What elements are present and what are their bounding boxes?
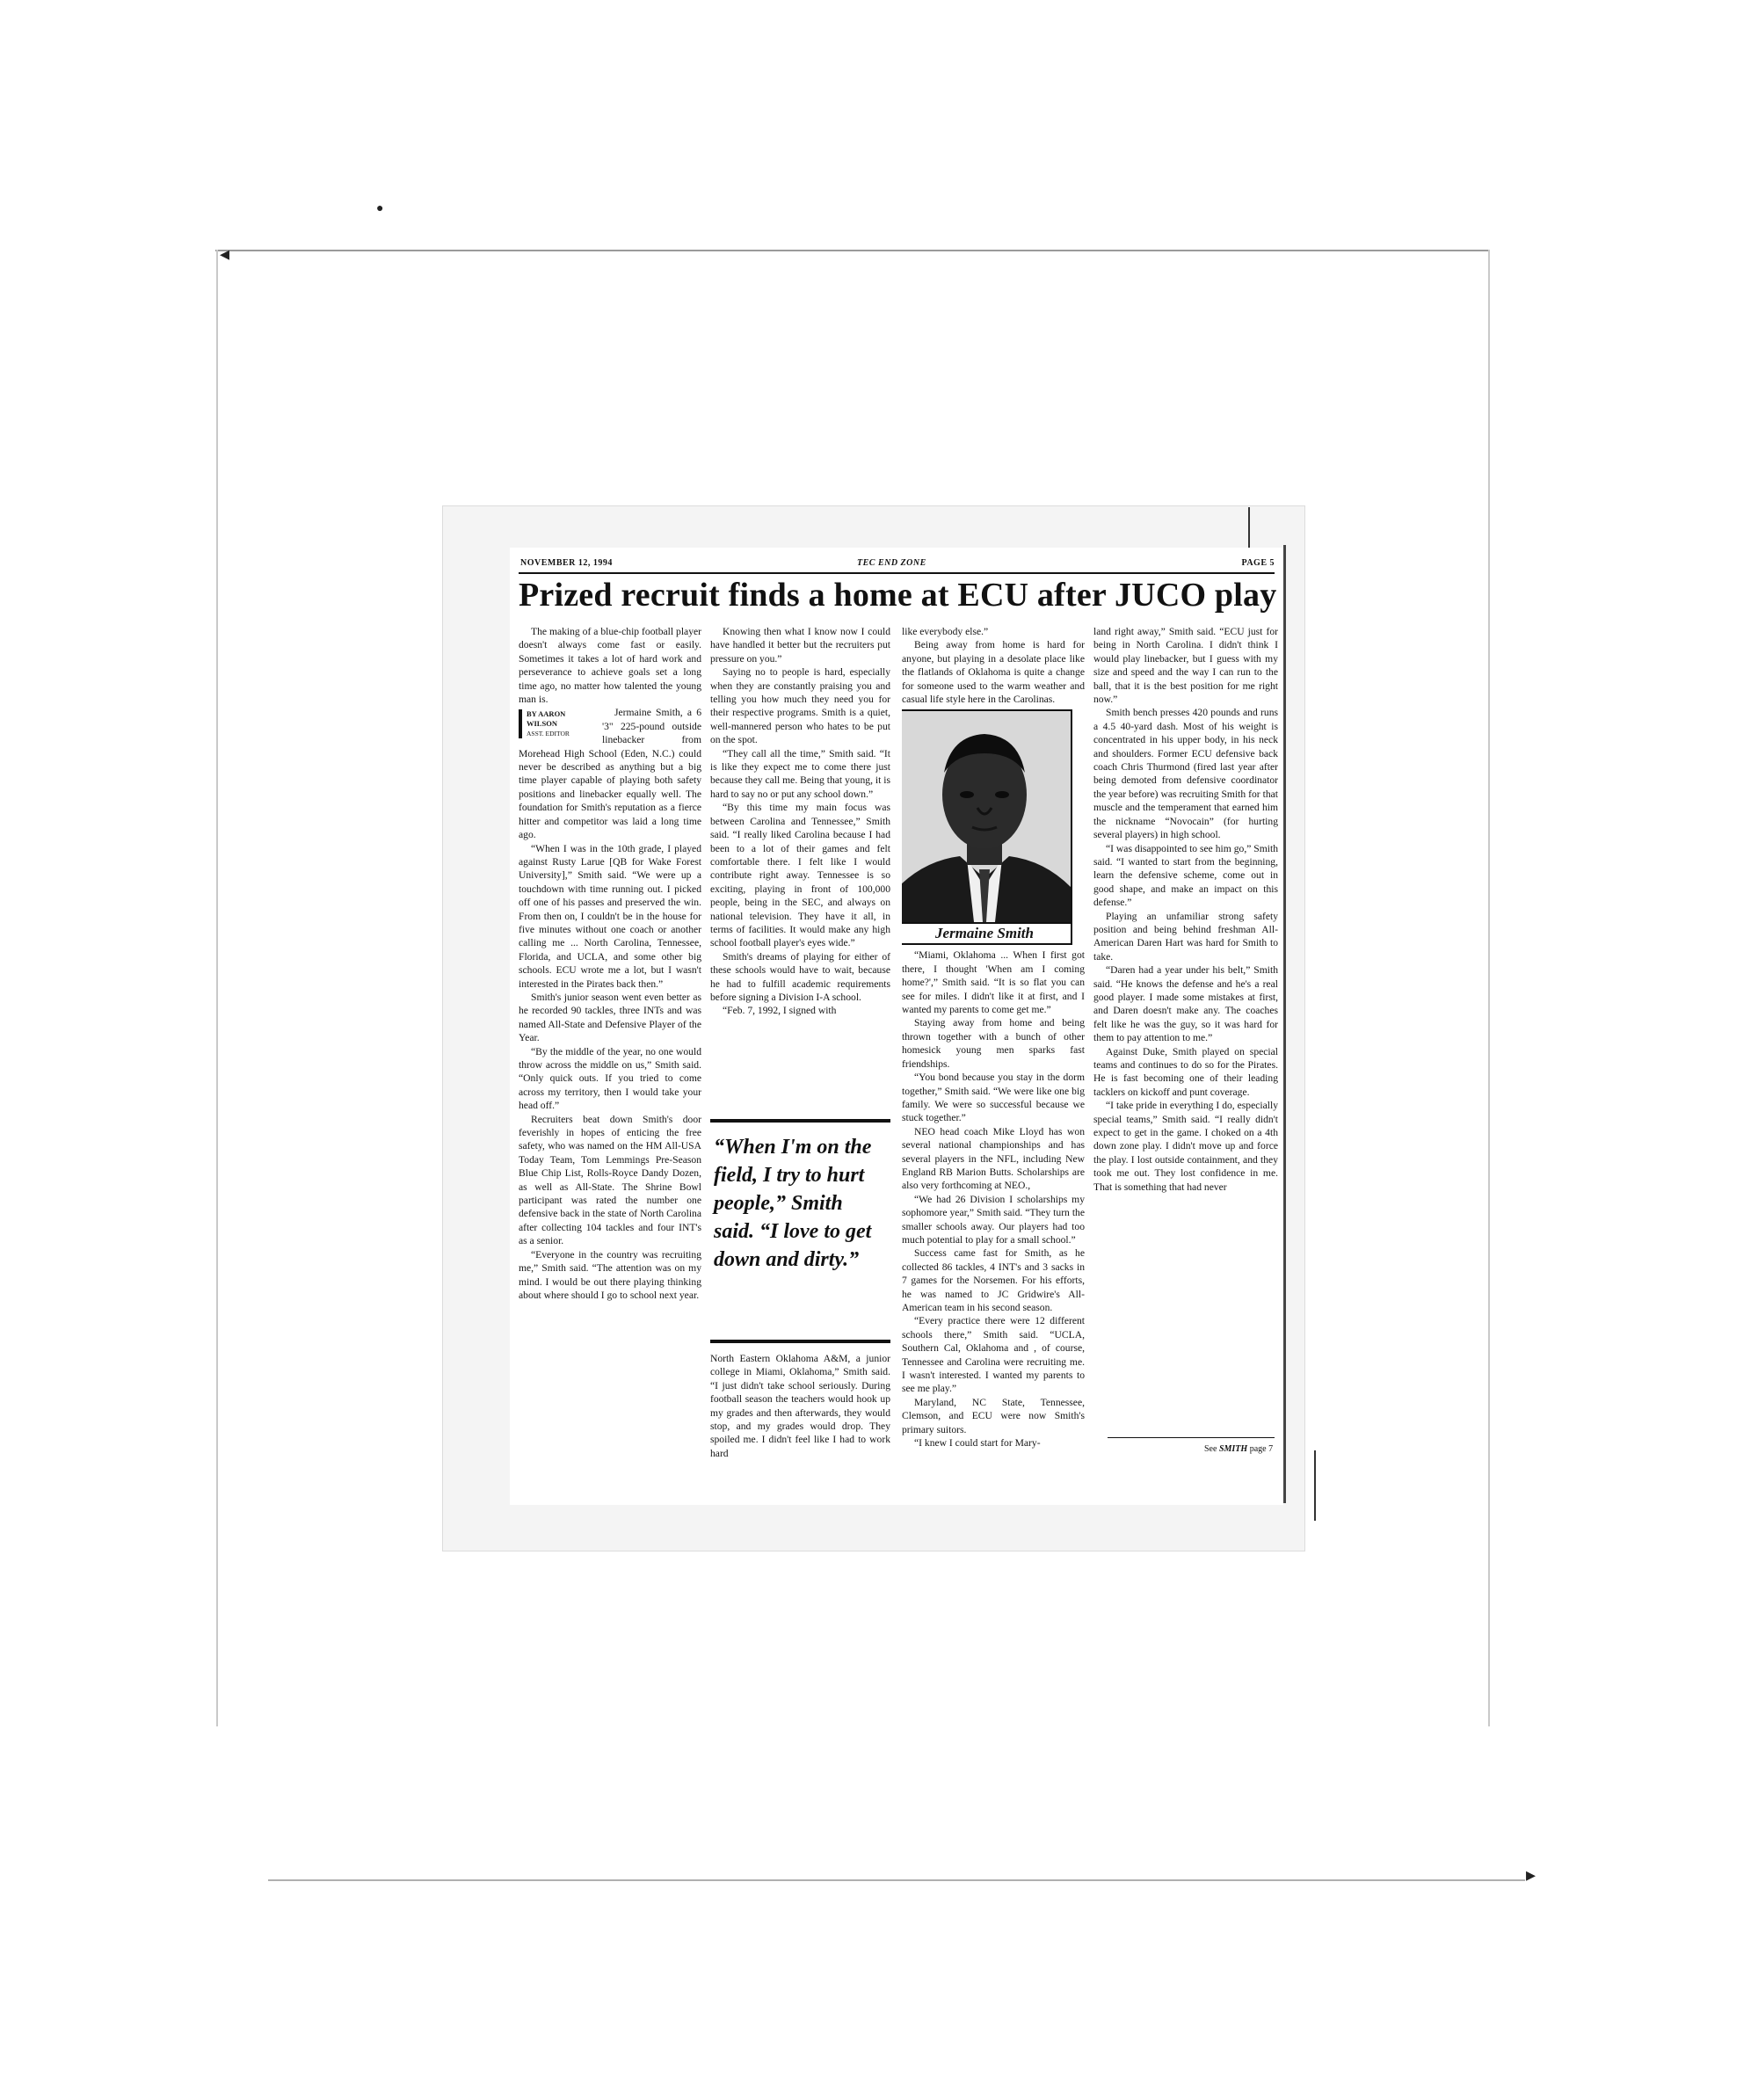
article-paragraph: “Miami, Oklahoma ... When I first got there, I thought 'When am I coming home?',” Smith said. “It is so flat you can see for miles. I didn't like it at first, and I wanted my parents to come get me.”	[902, 949, 1085, 1016]
article-paragraph: Against Duke, Smith played on special teams and continues to do so for the Pirates. He is fast becoming one of their leading tacklers on kickoff and punt coverage.	[1093, 1045, 1278, 1098]
corner-mark-bottom-right: ▸	[1526, 1864, 1536, 1886]
article-paragraph: like everybody else.”	[902, 626, 989, 637]
article-paragraph: Staying away from home and being thrown together with a bunch of other homesick young men sparks fast friendships.	[902, 1017, 1085, 1070]
article-paragraph: Maryland, NC State, Tennessee, Clemson, and ECU were now Smith's primary suitors.	[902, 1396, 1085, 1435]
article-paragraph: “We had 26 Division I scholarships my sophomore year,” Smith said. “They turn the smaller schools away. Our players had too much potential to play for a small school.”	[902, 1193, 1085, 1246]
jump-name: SMITH	[1218, 1444, 1248, 1454]
portrait-photo	[902, 709, 1072, 924]
article-paragraph: Jermaine Smith, a 6 '3" 225-pound outside linebacker from Morehead High School (Eden, N.C.) could never be described as anything but a big time player capable of playing both safety positions and linebacker equally well. The foundation for Smith's reputation as a fierce hitter and competitor was laid a long time ago.	[519, 707, 701, 841]
article-paragraph: Saying no to people is hard, especially when they are constantly praising you and telling you how much they need you for their respective programs. Smith is a quiet, well-mannered person who hates to be put on the spot.	[710, 666, 890, 746]
article-paragraph: Success came fast for Smith, as he collected 86 tackles, 4 INT's and 3 sacks in 7 games for the Norsemen. For his efforts, he was named to JC Gridwire's All-American team in his second season.	[902, 1247, 1085, 1313]
article-paragraph: Recruiters beat down Smith's door feverishly in hopes of enticing the free safety, who was named on the HM All-USA Today Team, Tom Lemmings Pre-Season Blue Chip List, Rolls-Royce Dandy Dozen, as well as All-State. The Shrine Bowl participant was rated the number one defensive back in the state of North Carolina after collecting 104 tackles and four INT's as a senior.	[519, 1113, 701, 1247]
article-paragraph: Smith bench presses 420 pounds and runs a 4.5 40-yard dash. Most of his weight is concentrated in his upper body, in his neck and shoulders. Former ECU defensive back coach Chris Thurmond (fired last year after being demoted from defensive coordinator the year before) was recruiting Smith for that muscle and the temperament that earned him the nickname “Novocain” (for hurting several players) in high school.	[1093, 707, 1278, 841]
corner-mark-top-left: ◂	[220, 243, 230, 265]
article-column-3	[902, 625, 1085, 1495]
byline-author-first: BY AARON	[527, 709, 566, 719]
article-paragraph: “By the middle of the year, no one would throw across the middle on us,” Smith said. “Only quick outs. If you tried to come across my territory, then I would take your head off.”	[519, 1045, 701, 1112]
article-column-2-continued	[710, 1352, 890, 1501]
continued-jump-line	[1204, 1444, 1273, 1454]
clipping-edge-top	[1248, 507, 1250, 551]
portrait-image-icon	[902, 711, 1071, 922]
header-rule	[519, 572, 1275, 574]
article-paragraph: “By this time my main focus was between Carolina and Tennessee,” Smith said. “I really liked Carolina because I had been to a lot of their games and felt comfortable there. I felt like I would contribute right away. Tennessee is so exciting, playing in front of 100,000 people, being in the SEC, and always on national television. They have it all, in terms of facilities. It would make any high school football player's eyes wide.”	[710, 802, 890, 949]
article-paragraph: “I knew I could start for Mary-	[914, 1437, 1041, 1450]
jump-rule	[1108, 1437, 1275, 1438]
article-column-4	[1093, 625, 1278, 1486]
article-paragraph: “Every practice there were 12 different schools there,” Smith said. “UCLA, Southern Cal, Oklahoma and , of course, Tennessee and Carolina were recruiting me. I wasn't interested. I wanted my parents to see me play.”	[902, 1315, 1085, 1395]
photo-caption: Jermaine Smith	[902, 924, 1072, 945]
pull-quote: “When I'm on the field, I try to hurt people,” Smith said. “I love to get down and dirty.”	[710, 1119, 890, 1343]
article-paragraph: Knowing then what I know now I could have handled it better but the recruiters put pressure on you.”	[710, 626, 890, 665]
article-column-1	[519, 625, 701, 1495]
article-paragraph: Smith's junior season went even better as he recorded 90 tackles, three INTs and was named All-State and Defensive Player of the Year.	[519, 991, 701, 1044]
jump-page: page 7	[1249, 1444, 1274, 1454]
article-paragraph: Smith's dreams of playing for either of these schools would have to wait, because he had to fulfill academic requirements before signing a Division I-A school.	[710, 950, 890, 1003]
folio-page: PAGE 5	[1241, 558, 1275, 568]
folio-section: TEC END ZONE	[857, 558, 926, 568]
byline-role: ASST. EDITOR	[527, 730, 570, 738]
article-column-2	[710, 625, 890, 1122]
article-paragraph: “They call all the time,” Smith said. “It is like they expect me to come there just because they call me. Being that young, it is hard to say no or put any school down.”	[710, 747, 890, 800]
article-paragraph: “Daren had a year under his belt,” Smith said. “He knows the defense and he's a real good player. I made some mistakes at first, and Daren doesn't make any. The coaches felt like he was the guy, so it was hard for them to pay attention to me.”	[1093, 964, 1278, 1044]
photo-block	[902, 709, 1071, 945]
mount-border-top	[215, 250, 1490, 251]
mount-border-bottom	[268, 1879, 1525, 1881]
byline	[519, 709, 595, 738]
article-paragraph: “Feb. 7, 1992, I signed with	[723, 1005, 837, 1017]
article-paragraph: Being away from home is hard for anyone, but playing in a desolate place like the flatlands of Oklahoma is quite a change for someone used to the warm weather and casual life style here in the Carolinas.	[902, 639, 1085, 706]
jump-prefix: See	[1204, 1444, 1217, 1454]
article-paragraph: Playing an unfamiliar strong safety position and being behind freshman All-American Daren Hart was hard for Smith to take.	[1093, 910, 1278, 963]
article-headline: Prized recruit finds a home at ECU after JUCO play	[519, 577, 1277, 614]
article-paragraph: “When I was in the 10th grade, I played against Rusty Larue [QB for Wake Forest University],” Smith said. “We were up a touchdown with time running out. I picked off one of his passes and preserved the win. From then on, I couldn't be in the house for five minutes without one coach or another calling me ... North Carolina, Tennessee, Florida, and UCLA, and some other big schools. ECU wrote me a lot, but I wasn't interested in the Pirates back then.”	[519, 842, 701, 990]
mount-border-left	[216, 250, 218, 1726]
article-paragraph: NEO head coach Mike Lloyd has won several national championships and has several players in the NFL, including New England RB Marion Butts. Scholarships are also very forthcoming at NEO.,	[902, 1125, 1085, 1192]
clipping-edge-bottom	[1314, 1450, 1316, 1521]
article-paragraph: North Eastern Oklahoma A&M, a junior college in Miami, Oklahoma,” Smith said. “I just didn't take school seriously. During football season the teachers would hook up my grades and then afterwards, they would stop, and my grades would drop. They spoiled me. I didn't feel like I had to work hard	[710, 1353, 890, 1459]
clipping-edge-right	[1283, 545, 1286, 1503]
speck-mark: ●	[376, 202, 384, 215]
mount-border-right	[1488, 250, 1490, 1726]
byline-author-last: WILSON	[527, 719, 557, 729]
folio-date: NOVEMBER 12, 1994	[520, 558, 613, 568]
article-paragraph: land right away,” Smith said. “ECU just for being in North Carolina. I didn't think I would play linebacker, but I guess with my size and speed and the way I can run to the ball, that it is the best position for me right now.”	[1093, 626, 1278, 706]
article-paragraph: “Everyone in the country was recruiting me,” Smith said. “The attention was on my mind. I would be out there playing thinking about where should I go to school next year.	[519, 1248, 701, 1301]
article-paragraph: “I was disappointed to see him go,” Smith said. “I wanted to start from the beginning, learn the defensive scheme, come out in good shape, and make an impact on this defense.”	[1093, 842, 1278, 909]
newspaper-page	[510, 548, 1283, 1505]
article-paragraph: “I take pride in everything I do, especially special teams,” Smith said. “I really didn't expect to get in the game. I choked on a 4th down zone play. I didn't move up and force the play. I lost outside containment, and they took me out. They lost confidence in me. That is something that had never	[1093, 1100, 1278, 1193]
article-paragraph: The making of a blue-chip football player doesn't always come fast or easily. Sometimes it takes a lot of hard work and perseverance to achieve goals set a long time ago, no matter how talented the young man is.	[519, 626, 701, 706]
article-paragraph: “You bond because you stay in the dorm together,” Smith said. “We were like one big family. We were so successful because we stuck together.”	[902, 1072, 1085, 1124]
